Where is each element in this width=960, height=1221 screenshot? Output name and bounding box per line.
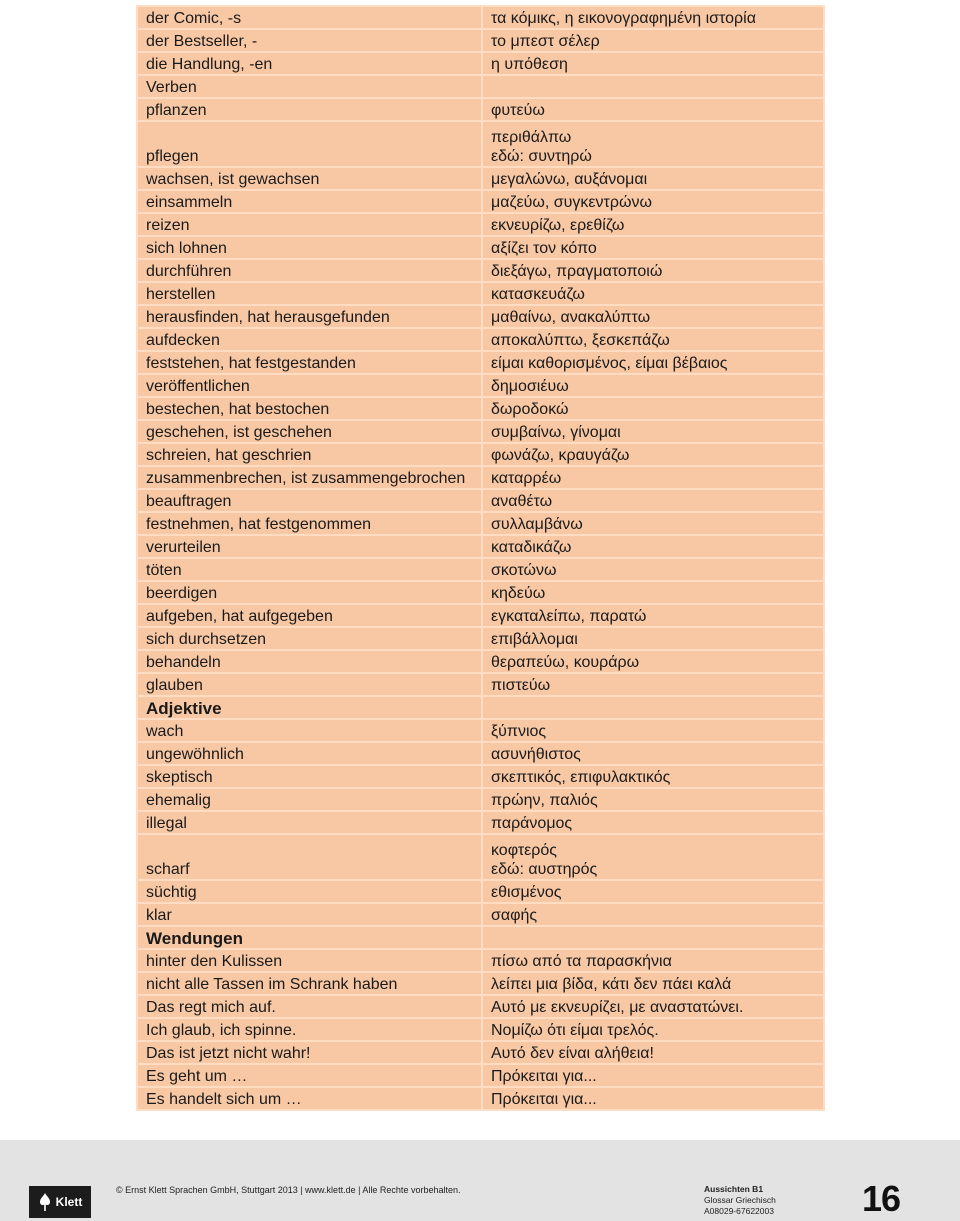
german-term: glauben xyxy=(137,673,482,696)
glossary-row xyxy=(137,351,824,374)
book-code: A08029-67622003 xyxy=(704,1206,774,1216)
glossary-row xyxy=(137,167,824,190)
glossary-row xyxy=(137,213,824,236)
translation-line xyxy=(491,929,815,948)
translation-line: εκνευρίζω, ερεθίζω xyxy=(491,217,625,234)
greek-translation xyxy=(482,397,824,420)
glossary-row xyxy=(137,489,824,512)
translation-line: καταδικάζω xyxy=(491,539,572,556)
translation-line: φωνάζω, κραυγάζω xyxy=(491,447,630,464)
translation-line: εγκαταλείπω, παρατώ xyxy=(491,608,647,625)
german-term: süchtig xyxy=(137,880,482,903)
translation-line: Νομίζω ότι είμαι τρελός. xyxy=(491,1022,659,1039)
glossary-row xyxy=(137,719,824,742)
german-term: herstellen xyxy=(137,282,482,305)
glossary-row xyxy=(137,397,824,420)
glossary-row xyxy=(137,535,824,558)
klett-logo xyxy=(29,1186,91,1218)
greek-translation xyxy=(482,259,824,282)
german-term: ehemalig xyxy=(137,788,482,811)
german-term: geschehen, ist geschehen xyxy=(137,420,482,443)
greek-translation xyxy=(482,650,824,673)
translation-line: η υπόθεση xyxy=(491,56,568,73)
translation-line: επιβάλλομαι xyxy=(491,631,578,648)
greek-translation xyxy=(482,29,824,52)
logo-text: Klett xyxy=(55,1195,83,1209)
german-term: töten xyxy=(137,558,482,581)
translation-line: ασυνήθιστος xyxy=(491,746,581,763)
german-term: sich durchsetzen xyxy=(137,627,482,650)
translation-line: παράνομος xyxy=(491,815,573,832)
german-term: veröffentlichen xyxy=(137,374,482,397)
greek-translation xyxy=(482,834,824,880)
section-heading-row xyxy=(137,926,824,949)
translation-line: σκεπτικός, επιφυλακτικός xyxy=(491,769,671,786)
glossary-row xyxy=(137,604,824,627)
glossary-row xyxy=(137,305,824,328)
german-term: verurteilen xyxy=(137,535,482,558)
translation-line: σκοτώνω xyxy=(491,562,557,579)
german-term: aufdecken xyxy=(137,328,482,351)
german-term: herausfinden, hat herausgefunden xyxy=(137,305,482,328)
glossary-row xyxy=(137,1064,824,1087)
translation-line: πρώην, παλιός xyxy=(491,792,598,809)
greek-translation xyxy=(482,351,824,374)
translation-line: θεραπεύω, κουράρω xyxy=(491,654,640,671)
translation-line: εδώ: συντηρώ xyxy=(491,148,592,165)
glossary-row xyxy=(137,443,824,466)
greek-translation xyxy=(482,466,824,489)
section-heading: Adjektive xyxy=(137,696,482,719)
greek-translation xyxy=(482,673,824,696)
german-term: Ich glaub, ich spinne. xyxy=(137,1018,482,1041)
greek-translation xyxy=(482,995,824,1018)
translation-line: εθισμένος xyxy=(491,884,562,901)
glossary-row xyxy=(137,765,824,788)
translation-line: πιστεύω xyxy=(491,677,551,694)
book-title: Aussichten B1 xyxy=(704,1184,764,1194)
greek-translation xyxy=(482,903,824,926)
glossary-row xyxy=(137,673,824,696)
greek-translation xyxy=(482,627,824,650)
greek-translation xyxy=(482,972,824,995)
greek-translation xyxy=(482,75,824,98)
german-term: klar xyxy=(137,903,482,926)
greek-translation xyxy=(482,512,824,535)
greek-translation xyxy=(482,305,824,328)
german-term: der Bestseller, - xyxy=(137,29,482,52)
glossary-row xyxy=(137,1018,824,1041)
translation-line: κηδεύω xyxy=(491,585,546,602)
glossary-row xyxy=(137,995,824,1018)
section-heading-row xyxy=(137,696,824,719)
glossary-row xyxy=(137,190,824,213)
page-number: 16 xyxy=(862,1178,901,1219)
greek-translation xyxy=(482,535,824,558)
translation-line: μεγαλώνω, αυξάνομαι xyxy=(491,171,648,188)
translation-line: είμαι καθορισμένος, είμαι βέβαιος xyxy=(491,355,728,372)
translation-line: Πρόκειται για... xyxy=(491,1091,597,1108)
glossary-row xyxy=(137,328,824,351)
translation-line: κοφτερός xyxy=(491,842,558,859)
greek-translation xyxy=(482,167,824,190)
glossary-row xyxy=(137,742,824,765)
glossary-row xyxy=(137,259,824,282)
klett-leaf-icon xyxy=(38,1193,52,1211)
german-term: zusammenbrechen, ist zusammengebrochen xyxy=(137,466,482,489)
greek-translation xyxy=(482,926,824,949)
german-term: sich lohnen xyxy=(137,236,482,259)
book-subtitle: Glossar Griechisch xyxy=(704,1195,776,1205)
greek-translation xyxy=(482,604,824,627)
german-term: ungewöhnlich xyxy=(137,742,482,765)
glossary-row xyxy=(137,627,824,650)
glossary-row xyxy=(137,903,824,926)
glossary-row xyxy=(137,811,824,834)
glossary-row xyxy=(137,98,824,121)
glossary-row xyxy=(137,6,824,29)
translation-line: φυτεύω xyxy=(491,102,545,119)
german-term: scharf xyxy=(137,834,482,880)
german-term: Das ist jetzt nicht wahr! xyxy=(137,1041,482,1064)
translation-line: Αυτό με εκνευρίζει, με αναστατώνει. xyxy=(491,999,744,1016)
translation-line xyxy=(491,699,815,718)
german-term: Verben xyxy=(137,75,482,98)
german-term: Es geht um … xyxy=(137,1064,482,1087)
greek-translation xyxy=(482,1041,824,1064)
section-heading: Wendungen xyxy=(137,926,482,949)
glossary-row xyxy=(137,788,824,811)
german-term: wach xyxy=(137,719,482,742)
greek-translation xyxy=(482,420,824,443)
greek-translation xyxy=(482,788,824,811)
translation-line: αξίζει τον κόπο xyxy=(491,240,597,257)
german-term: Das regt mich auf. xyxy=(137,995,482,1018)
glossary-body xyxy=(137,6,824,1110)
glossary-row xyxy=(137,121,824,167)
translation-line: μαζεύω, συγκεντρώνω xyxy=(491,194,652,211)
translation-line: περιθάλπω xyxy=(491,129,572,146)
german-term: einsammeln xyxy=(137,190,482,213)
translation-line xyxy=(491,78,815,97)
translation-line: πίσω από τα παρασκήνια xyxy=(491,953,672,970)
translation-line: αναθέτω xyxy=(491,493,553,510)
greek-translation xyxy=(482,1018,824,1041)
greek-translation xyxy=(482,811,824,834)
german-term: feststehen, hat festgestanden xyxy=(137,351,482,374)
translation-line: λείπει μια βίδα, κάτι δεν πάει καλά xyxy=(491,976,732,993)
greek-translation xyxy=(482,949,824,972)
glossary-row xyxy=(137,972,824,995)
greek-translation xyxy=(482,52,824,75)
greek-translation xyxy=(482,121,824,167)
glossary-row xyxy=(137,512,824,535)
greek-translation xyxy=(482,581,824,604)
german-term: pflanzen xyxy=(137,98,482,121)
german-term: aufgeben, hat aufgegeben xyxy=(137,604,482,627)
translation-line: το μπεστ σέλερ xyxy=(491,33,600,50)
greek-translation xyxy=(482,98,824,121)
glossary-row xyxy=(137,52,824,75)
greek-translation xyxy=(482,190,824,213)
copyright-text: © Ernst Klett Sprachen GmbH, Stuttgart 2013 | www.klett.de | Alle Rechte vorbehalten. xyxy=(116,1185,461,1195)
german-term: Es handelt sich um … xyxy=(137,1087,482,1110)
greek-translation xyxy=(482,236,824,259)
greek-translation xyxy=(482,443,824,466)
glossary-row xyxy=(137,29,824,52)
glossary-row xyxy=(137,374,824,397)
translation-line: κατασκευάζω xyxy=(491,286,585,303)
glossary-table xyxy=(136,5,825,1111)
glossary-row xyxy=(137,558,824,581)
translation-line: καταρρέω xyxy=(491,470,562,487)
translation-line: αποκαλύπτω, ξεσκεπάζω xyxy=(491,332,670,349)
german-term: beerdigen xyxy=(137,581,482,604)
glossary-row xyxy=(137,420,824,443)
greek-translation xyxy=(482,696,824,719)
german-term: nicht alle Tassen im Schrank haben xyxy=(137,972,482,995)
german-term: der Comic, -s xyxy=(137,6,482,29)
translation-line: μαθαίνω, ανακαλύπτω xyxy=(491,309,651,326)
german-term: durchführen xyxy=(137,259,482,282)
greek-translation xyxy=(482,558,824,581)
translation-line: Αυτό δεν είναι αλήθεια! xyxy=(491,1045,654,1062)
translation-line: δωροδοκώ xyxy=(491,401,569,418)
translation-line: σαφής xyxy=(491,907,538,924)
german-term: beauftragen xyxy=(137,489,482,512)
greek-translation xyxy=(482,880,824,903)
german-term: reizen xyxy=(137,213,482,236)
translation-line: συμβαίνω, γίνομαι xyxy=(491,424,621,441)
glossary-row xyxy=(137,834,824,880)
greek-translation xyxy=(482,328,824,351)
glossary-row xyxy=(137,581,824,604)
glossary-row xyxy=(137,75,824,98)
greek-translation xyxy=(482,489,824,512)
translation-line: ξύπνιος xyxy=(491,723,547,740)
german-term: die Handlung, -en xyxy=(137,52,482,75)
glossary-row xyxy=(137,880,824,903)
greek-translation xyxy=(482,6,824,29)
greek-translation xyxy=(482,719,824,742)
greek-translation xyxy=(482,765,824,788)
glossary-row xyxy=(137,949,824,972)
greek-translation xyxy=(482,282,824,305)
german-term: bestechen, hat bestochen xyxy=(137,397,482,420)
translation-line: Πρόκειται για... xyxy=(491,1068,597,1085)
glossary-row xyxy=(137,282,824,305)
german-term: wachsen, ist gewachsen xyxy=(137,167,482,190)
greek-translation xyxy=(482,374,824,397)
translation-line: τα κόμικς, η εικονογραφημένη ιστορία xyxy=(491,10,756,27)
german-term: schreien, hat geschrien xyxy=(137,443,482,466)
german-term: skeptisch xyxy=(137,765,482,788)
glossary-row xyxy=(137,236,824,259)
page-footer xyxy=(0,1140,960,1221)
greek-translation xyxy=(482,742,824,765)
german-term: behandeln xyxy=(137,650,482,673)
translation-line: δημοσιέυω xyxy=(491,378,569,395)
glossary-row xyxy=(137,466,824,489)
book-info xyxy=(704,1184,776,1217)
greek-translation xyxy=(482,213,824,236)
glossary-row xyxy=(137,1087,824,1110)
translation-line: εδώ: αυστηρός xyxy=(491,861,598,878)
glossary-row xyxy=(137,1041,824,1064)
german-term: illegal xyxy=(137,811,482,834)
glossary-row xyxy=(137,650,824,673)
german-term: hinter den Kulissen xyxy=(137,949,482,972)
german-term: festnehmen, hat festgenommen xyxy=(137,512,482,535)
greek-translation xyxy=(482,1064,824,1087)
greek-translation xyxy=(482,1087,824,1110)
translation-line: διεξάγω, πραγματοποιώ xyxy=(491,263,663,280)
translation-line: συλλαμβάνω xyxy=(491,516,583,533)
german-term: pflegen xyxy=(137,121,482,167)
